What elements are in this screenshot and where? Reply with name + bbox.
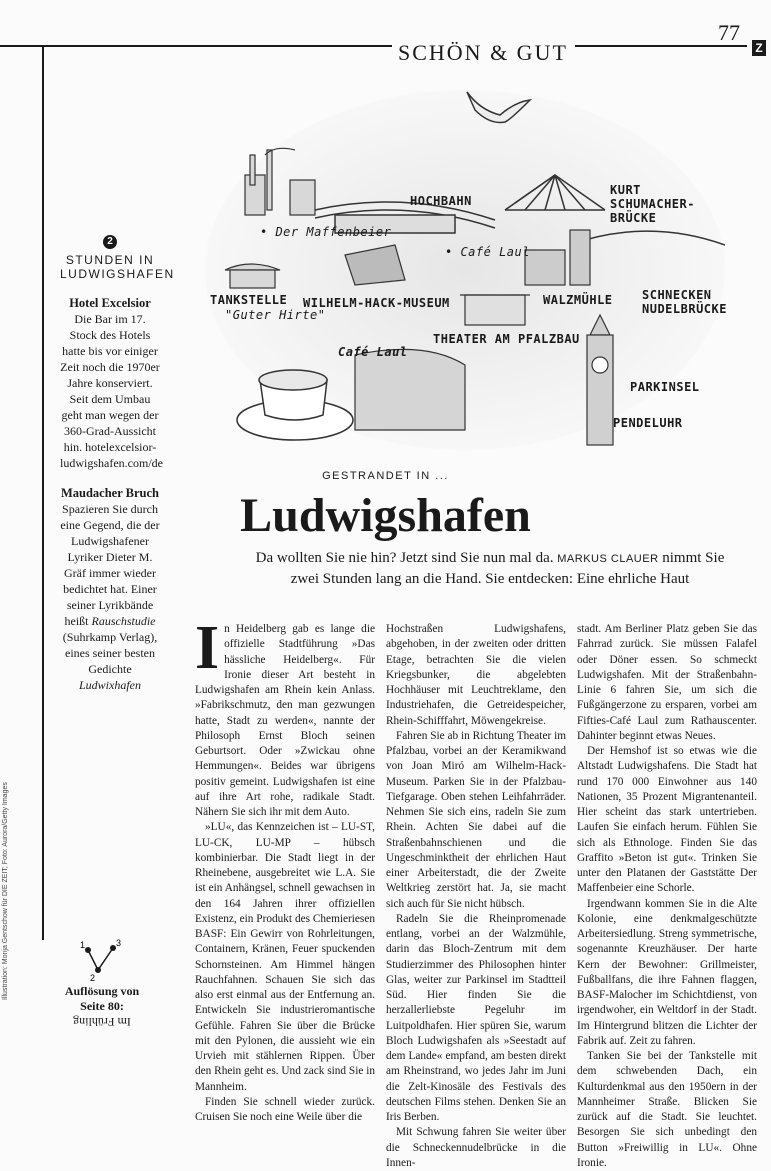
label-schnecken: SCHNECKEN NUDELBRÜCKE <box>642 288 727 316</box>
section-title: SCHÖN & GUT <box>398 40 568 65</box>
puzzle-answer-label: Auflösung von Seite 80: <box>64 984 140 1013</box>
sidebar-title: STUNDEN IN LUDWIGSHAFEN <box>60 253 175 281</box>
article-intro: Da wollten Sie nie hin? Jetzt sind Sie nun mal da. MARKUS CLAUER nimmt Sie zwei Stunden lang an die Hand. Sie entdecken: Eine ehrliche Haut <box>255 550 725 587</box>
label-pendeluhr: PENDELUHR <box>613 416 683 430</box>
svg-text:1: 1 <box>80 940 86 950</box>
sidebar-item-heading: Hotel Excelsior <box>69 296 151 310</box>
clock-tower-icon <box>587 315 613 445</box>
article-headline: Ludwigshafen <box>240 489 531 542</box>
label-museum: WILHELM-HACK-MUSEUM <box>303 296 450 310</box>
svg-text:2: 2 <box>90 973 96 983</box>
label-tankstelle: TANKSTELLE <box>210 293 288 307</box>
zeit-logo: Z <box>752 40 766 56</box>
author-byline: MARKUS CLAUER <box>557 553 659 565</box>
sidebar-number-badge: 2 <box>103 235 117 249</box>
article-column-3: stadt. Am Berliner Platz geben Sie das Fahrrad zurück. Sie müssen Falafel oder Döner essen. So schmeckt Ludwigshafen. Mit der Straßenbahn-Linie 6 fahren Sie, um sich die Fußgängerzone zu ersparen, vorbei am Fifties-Café Laul zum Rathauscenter. Dahinter beginnt etwas Neues. Der Hemshof ist so etwas wie die Altstadt Ludwigshafens. Die Stadt hat rund 170 000 Einwohner aus 140 Nationen, 35 Prozent Migrantenanteil. Hier scheint das stark untertrieben. Laufen Sie einfach herum. Fühlen Sie sich als Ethnologe. Finden Sie das Graffito »Beton ist gut«. Trinken Sie unter den Platanen der Gaststätte Der Maffenbeier eine Schorle. Irgendwann kommen Sie in die Alte Kolonie, eine denkmalgeschützte Arbeitersiedlung. Streng symmetrische, sogenannte Kreuzhäuser. Der harte Kern der Bewohner: Grillmeister, Fußballfans, die ihre Fahnen flaggen, BASF-Malocher im Schichtdienst, von irgendwoher, ein Weltdorf in der Stadt. Im Hintergrund blitzen die Lichter der Fabrik auf. Zeit zu fahren. Tanken Sie bei der Tankstelle mit dem schwebenden Dach, ein Kulturdenkmal aus den 1950ern in der Mannheimer Straße. Blicken Sie zurück auf die Stadt. Sie leuchtet. Besorgen Sie sich unbedingt den Button »Freiwillig in LU«. Ohne Ironie. <box>577 623 757 1169</box>
label-guter-hirte: "Guter Hirte" <box>225 308 326 322</box>
svg-text:3: 3 <box>116 938 122 948</box>
city-illustration <box>205 80 725 450</box>
label-maffenbeier: • Der Maffenbeier <box>260 225 392 239</box>
sidebar-item-text: Die Bar im 17. Stock des Hotels hatte bis vor einiger Zeit noch die 1970er Jahre konserviert. Seit dem Umbau geht man wegen der 360-Grad-Aussicht hin. hotelexcelsior-ludwigshafen.com/de <box>60 312 163 470</box>
theater-icon <box>460 295 530 325</box>
cafe-building-icon <box>355 349 465 430</box>
label-hochbahn: HOCHBAHN <box>410 194 472 208</box>
puzzle-answer-upside-down: Im Frühling <box>73 1015 131 1029</box>
tankstelle-icon <box>225 264 280 288</box>
sidebar-item-text: Spazieren Sie durch eine Gegend, die der Ludwigshafener Lyriker Dieter M. Gräf immer wieder bedichtet hat. Einer seiner Lyrikbände heißt Rauschstudie (Suhrkamp Verlag), eines seiner besten Gedichte Ludwixhafen <box>60 502 160 692</box>
label-parkinsel: PARKINSEL <box>630 380 700 394</box>
header-rule-left <box>0 45 392 47</box>
photo-credit: Illustration: Monja Gentschow für DIE ZEIT; Foto: Aurora/Getty Images <box>2 782 9 1000</box>
label-cafe: • Café Laul <box>445 245 530 259</box>
header-rule-right <box>575 45 747 47</box>
illustration-drawing <box>205 80 725 450</box>
label-bruecke: KURT SCHUMACHER-BRÜCKE <box>610 183 695 225</box>
label-walzmuehle: WALZMÜHLE <box>543 293 613 307</box>
sidebar-item-heading: Maudacher Bruch <box>60 486 160 500</box>
drop-cap: I <box>195 614 220 682</box>
label-theater: THEATER AM PFALZBAU <box>433 332 580 346</box>
page-number: 77 <box>718 20 740 45</box>
article-column-1: In Heidelberg gab es lange die offizielle Stadtführung »Das hässliche Heidelberg«. Für Ironie dieser Art besteht in Ludwigshafen am Rhein kein Anlass. »Fabrikschmutz, den man gezwungen hatte, Stadt zu werden«, nannte der Philosoph Ernst Bloch seinen Geburtsort. Oder »Zwickau ohne Hemmungen«. Beides war übrigens positiv gemeint. Ludwigshafen ist eine auf ihre Art rohe, radikale Stadt. Nähern Sie sich ihr mit dem Auto. »LU«, das Kennzeichen ist – LU-ST, LU-CK, LU-MP – hübsch kombinierbar. Die Stadt liegt in der Rheinebene, ausgebreitet wie L.A. Sie ist ein Anhängsel, schnell gewachsen in den 164 Jahren ihrer offiziellen Existenz, ein Produkt des Chemieriesen BASF: Ein Gewirr von Rohrleitungen, Containern, Kränen, Feuer spuckenden Schornsteinen. Am Himmel hängen Rauchfahnen. Schauen Sie sich das also erst einmal aus der Entfernung an. Entwickeln Sie industrieromantische Gefühle. Fahren Sie über die Brücke mit den Pylonen, die aussieht wie ein Urvieh mit stählernen Rippen. Über den Rhein geht es. Und zack sind Sie in Mannheim. Finden Sie schnell wieder zurück. Cruisen Sie noch eine Weile über die <box>195 614 375 1123</box>
article-kicker: GESTRANDET IN ... <box>322 470 449 482</box>
label-cafe-sign: Café Laul <box>338 345 408 359</box>
route-icon <box>78 938 128 983</box>
article-column-2: Hochstraßen Ludwigshafens, abgehoben, in der zweiten oder dritten Etage, betrachten Sie die vielen Kriegsbunker, die abgelebten Hochhäuser mit Leuchtreklame, den Industriehafen, die Getreidespeicher, Rhein-Schifffahrt, Möwengekreise. Fahren Sie ab in Richtung Theater im Pfalzbau, vorbei an der Keramikwand von Joan Miró am Wilhelm-Hack-Museum. Parken Sie in der Pfalzbau-Tiefgarage. Oben stehen Leihfahrräder. Nehmen Sie sich eins, radeln Sie zum Rhein. Achten Sie dabei auf die Straßenbahnschienen und die Ungeschminktheit der ehrlichen Haut einer Arbeiterstadt, die der Zweite Weltkrieg zerstört hat. Ja, sie macht sich auch für Sie nicht hübsch. Radeln Sie die Rheinpromenade entlang, vorbei an der Walzmühle, darin das Bloch-Zentrum mit dem Studierzimmer des Philosophen hinter Glas, weiter zur Parkinsel im Stadtteil Süd. Hier finden Sie die herzallerliebste Pegeluhr im Luitpoldhafen. Hier spüren Sie, warum Bloch Ludwigshafen als »Seestadt auf dem Lande« empfand, am besten direkt am Rheinstrand, wo jedes Jahr im Juni die Zelt-Kinosäle des Festivals des deutschen Films stehen. Denken Sie an Iris Berben. Mit Schwung fahren Sie weiter über die Schneckennudelbrücke in die Innen- <box>386 623 566 1169</box>
